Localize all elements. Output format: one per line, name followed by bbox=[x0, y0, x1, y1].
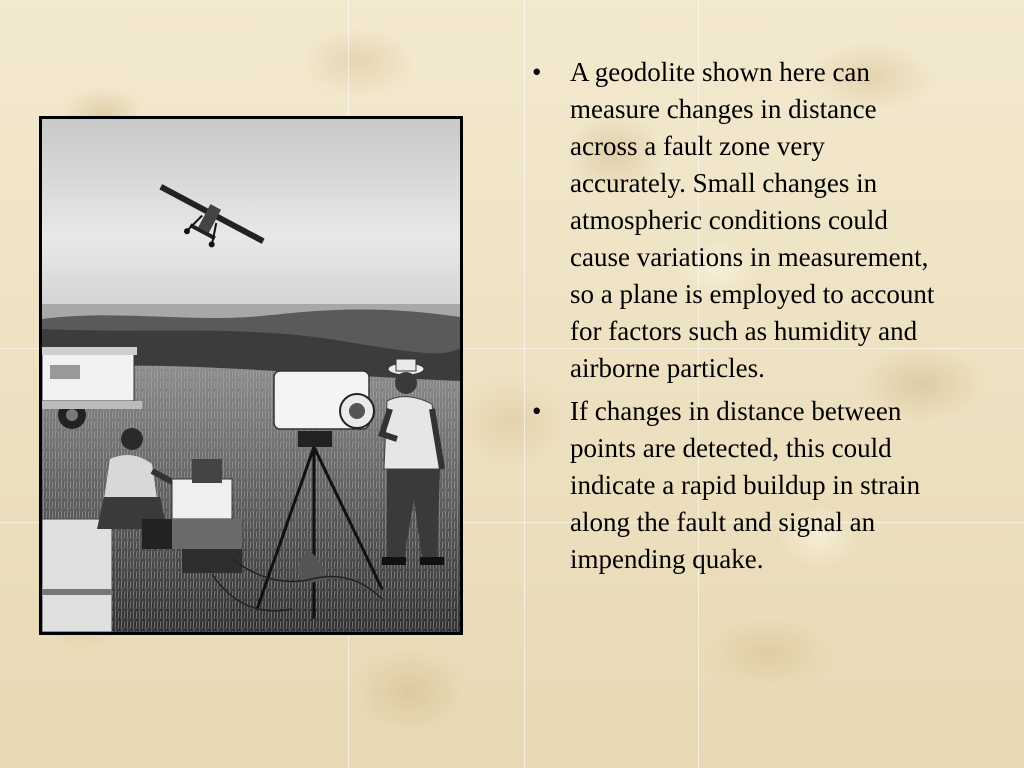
bullet-item bbox=[530, 393, 950, 578]
bullet-item bbox=[530, 54, 950, 387]
bullet-text-area bbox=[530, 54, 950, 584]
photo-geodolite-survey-icon bbox=[42, 119, 460, 632]
bullet-list bbox=[530, 54, 950, 578]
bullet-text: If changes in distance between points are detected, this could indicate a rapid buildup in strain along the fault and signal an impending quake. bbox=[570, 396, 921, 574]
bullet-marker: • bbox=[532, 396, 542, 426]
background-seam bbox=[524, 0, 525, 768]
bullet-text: A geodolite shown here can measure changes in distance across a fault zone very accurately. Small changes in atmospheric conditions could cause variations in measurement, so a plane is employed to account for factors such as humidity and airborne particles. bbox=[570, 57, 935, 383]
geodolite-photo bbox=[39, 116, 463, 635]
bullet-marker: • bbox=[532, 57, 542, 87]
